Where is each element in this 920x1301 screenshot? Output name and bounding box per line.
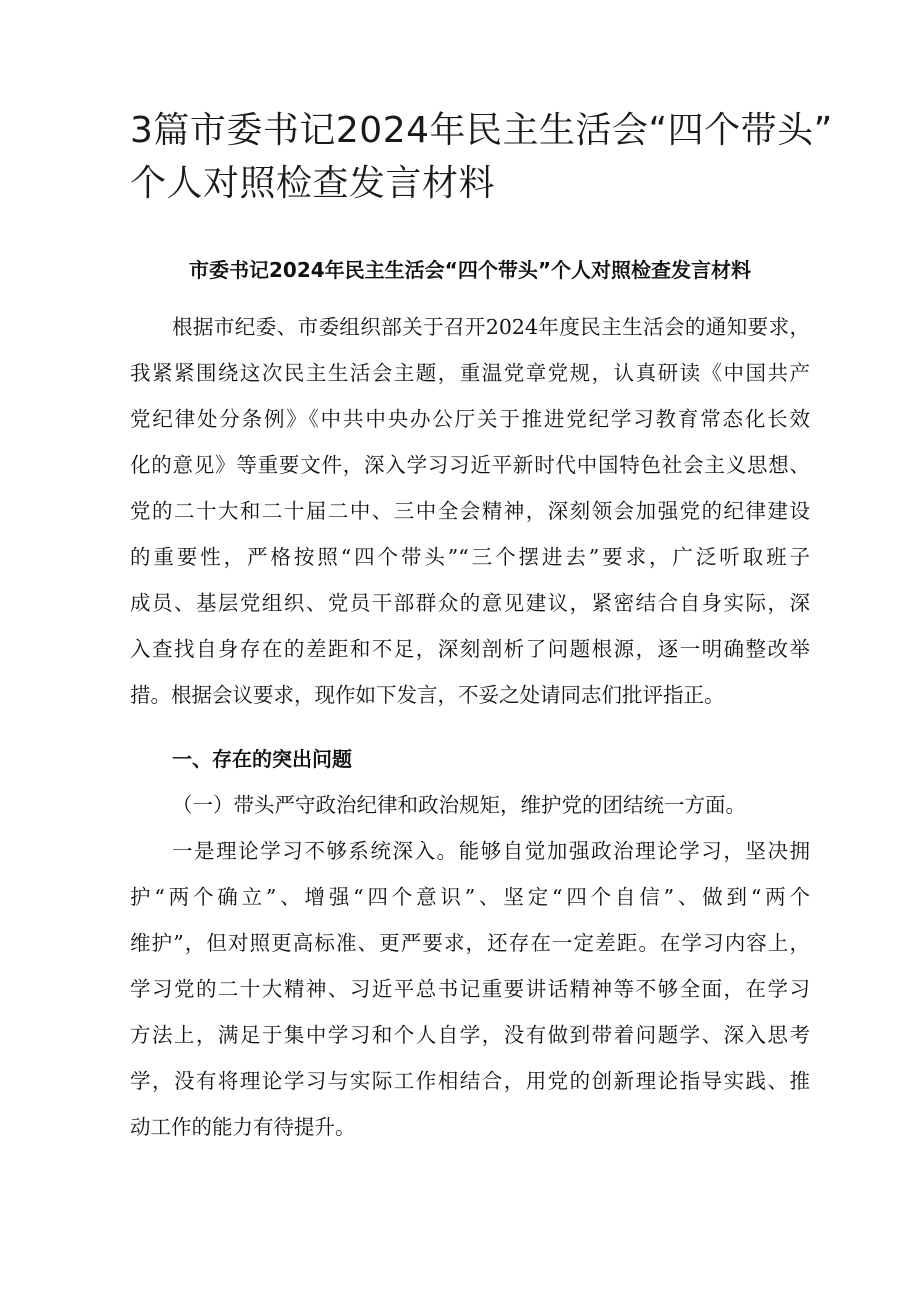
point-paragraph bbox=[130, 828, 810, 1150]
intro-paragraph bbox=[130, 304, 810, 718]
document-title-line-1: 3篇市委书记2024年民主生活会“四个带头” bbox=[130, 110, 833, 151]
intro-line: 根据市纪委、市委组织部关于召开2024年度民主生活会的通知要求， bbox=[172, 315, 810, 339]
section-heading: 一、存在的突出问题 bbox=[172, 747, 352, 771]
point-line: 护“两个确立”、增强“四个意识”、坚定“四个自信”、做到“两个 bbox=[130, 885, 810, 909]
sub-heading: （一）带头严守政治纪律和政治规矩，维护党的团结统一方面。 bbox=[172, 793, 746, 817]
document-title-line-2: 个人对照检查发言材料 bbox=[130, 163, 496, 204]
intro-line: 党纪律处分条例》《中共中央办公厅关于推进党纪学习教育常态化长效 bbox=[130, 407, 810, 431]
point-line: 一是理论学习不够系统深入。能够自觉加强政治理论学习，坚决拥 bbox=[172, 839, 810, 863]
document-title bbox=[130, 104, 833, 210]
point-line: 学，没有将理论学习与实际工作相结合，用党的创新理论指导实践、推 bbox=[130, 1069, 810, 1093]
intro-line: 入查找自身存在的差距和不足，深刻剖析了问题根源，逐一明确整改举 bbox=[130, 637, 810, 661]
intro-line: 措。根据会议要求，现作如下发言，不妥之处请同志们批评指正。 bbox=[130, 683, 725, 707]
intro-line: 化的意见》等重要文件，深入学习习近平新时代中国特色社会主义思想、 bbox=[130, 453, 810, 477]
intro-line: 党的二十大和二十届二中、三中全会精神，深刻领会加强党的纪律建设 bbox=[130, 499, 810, 523]
point-line: 动工作的能力有待提升。 bbox=[130, 1115, 356, 1139]
intro-line: 的重要性，严格按照“四个带头”“三个摆进去”要求，广泛听取班子 bbox=[130, 545, 810, 569]
point-line: 维护”，但对照更高标准、更严要求，还存在一定差距。在学习内容上， bbox=[130, 931, 810, 955]
intro-line: 成员、基层党组织、党员干部群众的意见建议，紧密结合自身实际，深 bbox=[130, 591, 810, 615]
document-subtitle: 市委书记2024年民主生活会“四个带头”个人对照检查发言材料 bbox=[189, 258, 751, 282]
point-line: 方法上，满足于集中学习和个人自学，没有做到带着问题学、深入思考 bbox=[130, 1023, 810, 1047]
intro-line: 我紧紧围绕这次民主生活会主题，重温党章党规，认真研读《中国共产 bbox=[130, 361, 810, 385]
point-line: 学习党的二十大精神、习近平总书记重要讲话精神等不够全面，在学习 bbox=[130, 977, 810, 1001]
